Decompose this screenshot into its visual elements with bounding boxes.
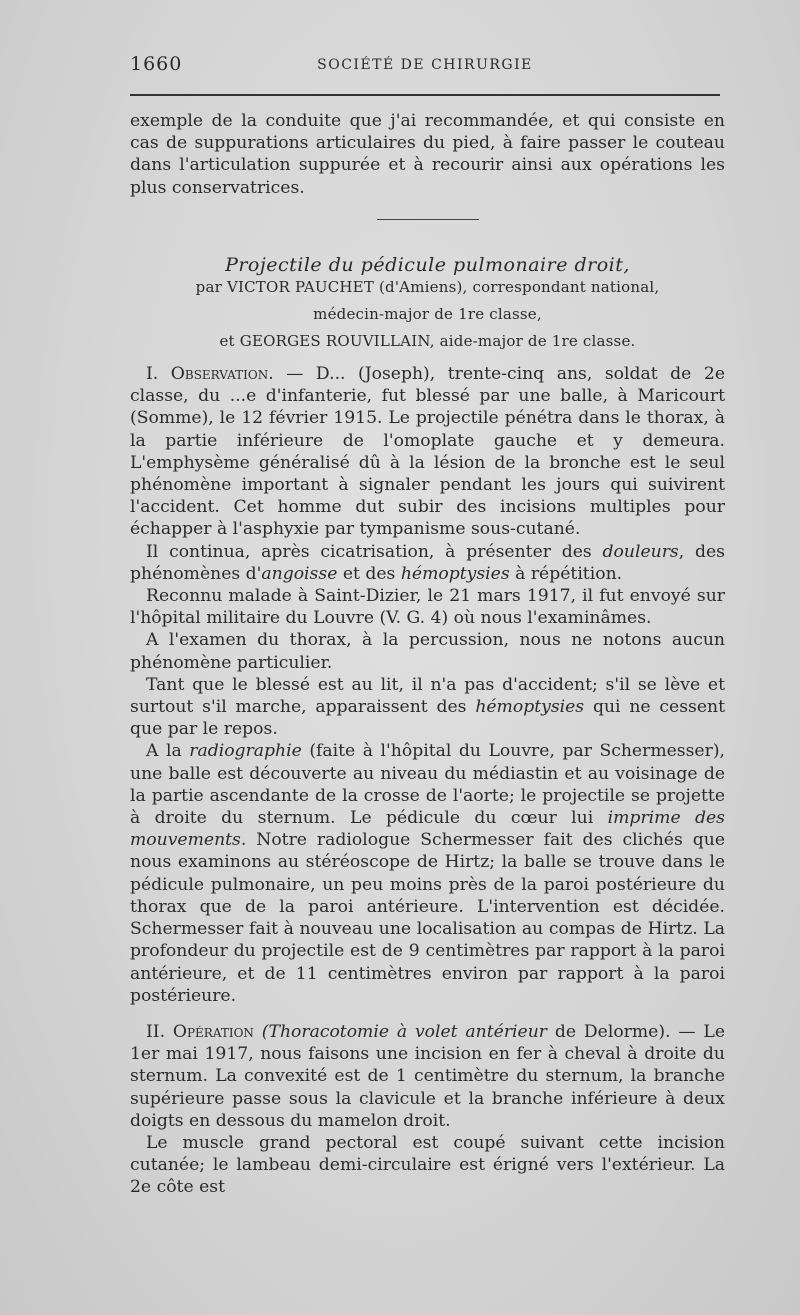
observation-paragraph-2: Il continua, après cicatrisation, à présenter des douleurs, des phénomènes d'angoisse et des hémoptysies à répétition. (130, 541, 725, 584)
byline-line-3: et GEORGES ROUVILLAIN, aide-major de 1re classe. (219, 332, 636, 351)
page-body (130, 110, 725, 1199)
observation-paragraph-4: A l'examen du thorax, à la percussion, nous ne notons aucun phénomène particulier. (130, 630, 725, 673)
operation-paragraph-2: Le muscle grand pectoral est coupé suivant cette incision cutanée; le lambeau demi-circulaire est érigné vers l'extérieur. La 2e côte est (130, 1132, 725, 1198)
observation-heading: I. Observation. (146, 364, 274, 385)
page-header (130, 48, 720, 78)
observation-paragraph-6: A la radiographie (faite à l'hôpital du Louvre, par Schermesser), une balle est découverte au niveau du médiastin et au voisinage de la partie ascendante de la crosse de l'aorte; le projectile se projette à droite du sternum. Le pédicule du cœur lui imprime des mouvements. Notre radiologue Schermesser fait des clichés que nous examinons au stéréoscope de Hirtz; la balle se trouve dans le pédicule pulmonaire, un peu moins près de la paroi postérieure du thorax que de la paroi antérieure. L'intervention est décidée. Schermesser fait à nouveau une localisation au compas de Hirtz. La profondeur du projectile est de 9 centimètres par rapport à la paroi antérieure, et de 11 centimètres environ par rapport à la paroi postérieure. (130, 741, 726, 1006)
observation-text-1: — D... (Joseph), trente-cinq ans, soldat de 2e classe, du ...e d'infanterie, fut blessé par une balle, à Maricourt (Somme), le 12 février 1915. Le projectile pénétra dans le thorax, à la partie inférieure de l'omoplate gauche et y demeura. L'emphysème généralisé dû à la lésion de la bronche est le seul phénomène important à signaler pendant les jours qui suivirent l'accident. Cet homme dut subir des incisions multiples pour échapper à l'asphyxie par tympanisme sous-cutané. (130, 364, 725, 540)
byline-line-2: médecin-major de 1re classe, (313, 305, 542, 324)
article-title: Projectile du pédicule pulmonaire droit, (225, 253, 630, 276)
observation-paragraph-1 (130, 363, 725, 541)
running-title: SOCIÉTÉ DE CHIRURGIE (317, 57, 533, 73)
observation-paragraph-3: Reconnu malade à Saint-Dizier, le 21 mars 1917, il fut envoyé sur l'hôpital militaire du Louvre (V. G. 4) où nous l'examinâmes. (130, 586, 725, 629)
header-rule (130, 94, 720, 96)
operation-paragraph-1: II. Opération (Thoracotomie à volet antérieur de Delorme). — Le 1er mai 1917, nous faisons une incision en fer à cheval à droite du sternum. La convexité est de 1 centimètre du sternum, la branche supérieure passe sous la clavicule et la branche inférieure à deux doigts en dessous du mamelon droit. (130, 1021, 725, 1131)
observation-paragraph-5: Tant que le blessé est au lit, il n'a pas d'accident; s'il se lève et surtout s'il marche, apparaissent des hémoptysies qui ne cessent que par le repos. (130, 674, 725, 740)
operation-title: (Thoracotomie à volet antérieur (261, 1021, 548, 1042)
byline-line-1: par VICTOR PAUCHET (d'Amiens), correspondant national, (195, 278, 660, 297)
article-byline (130, 276, 725, 352)
section-divider (377, 219, 479, 220)
page-number: 1660 (130, 53, 183, 75)
operation-heading: II. Opération (146, 1021, 254, 1042)
intro-paragraph: exemple de la conduite que j'ai recommandée, et qui consiste en cas de suppurations articulaires du pied, à faire passer le couteau dans l'articulation suppurée et à recourir ainsi aux opérations les plus conservatrices. (130, 111, 725, 198)
